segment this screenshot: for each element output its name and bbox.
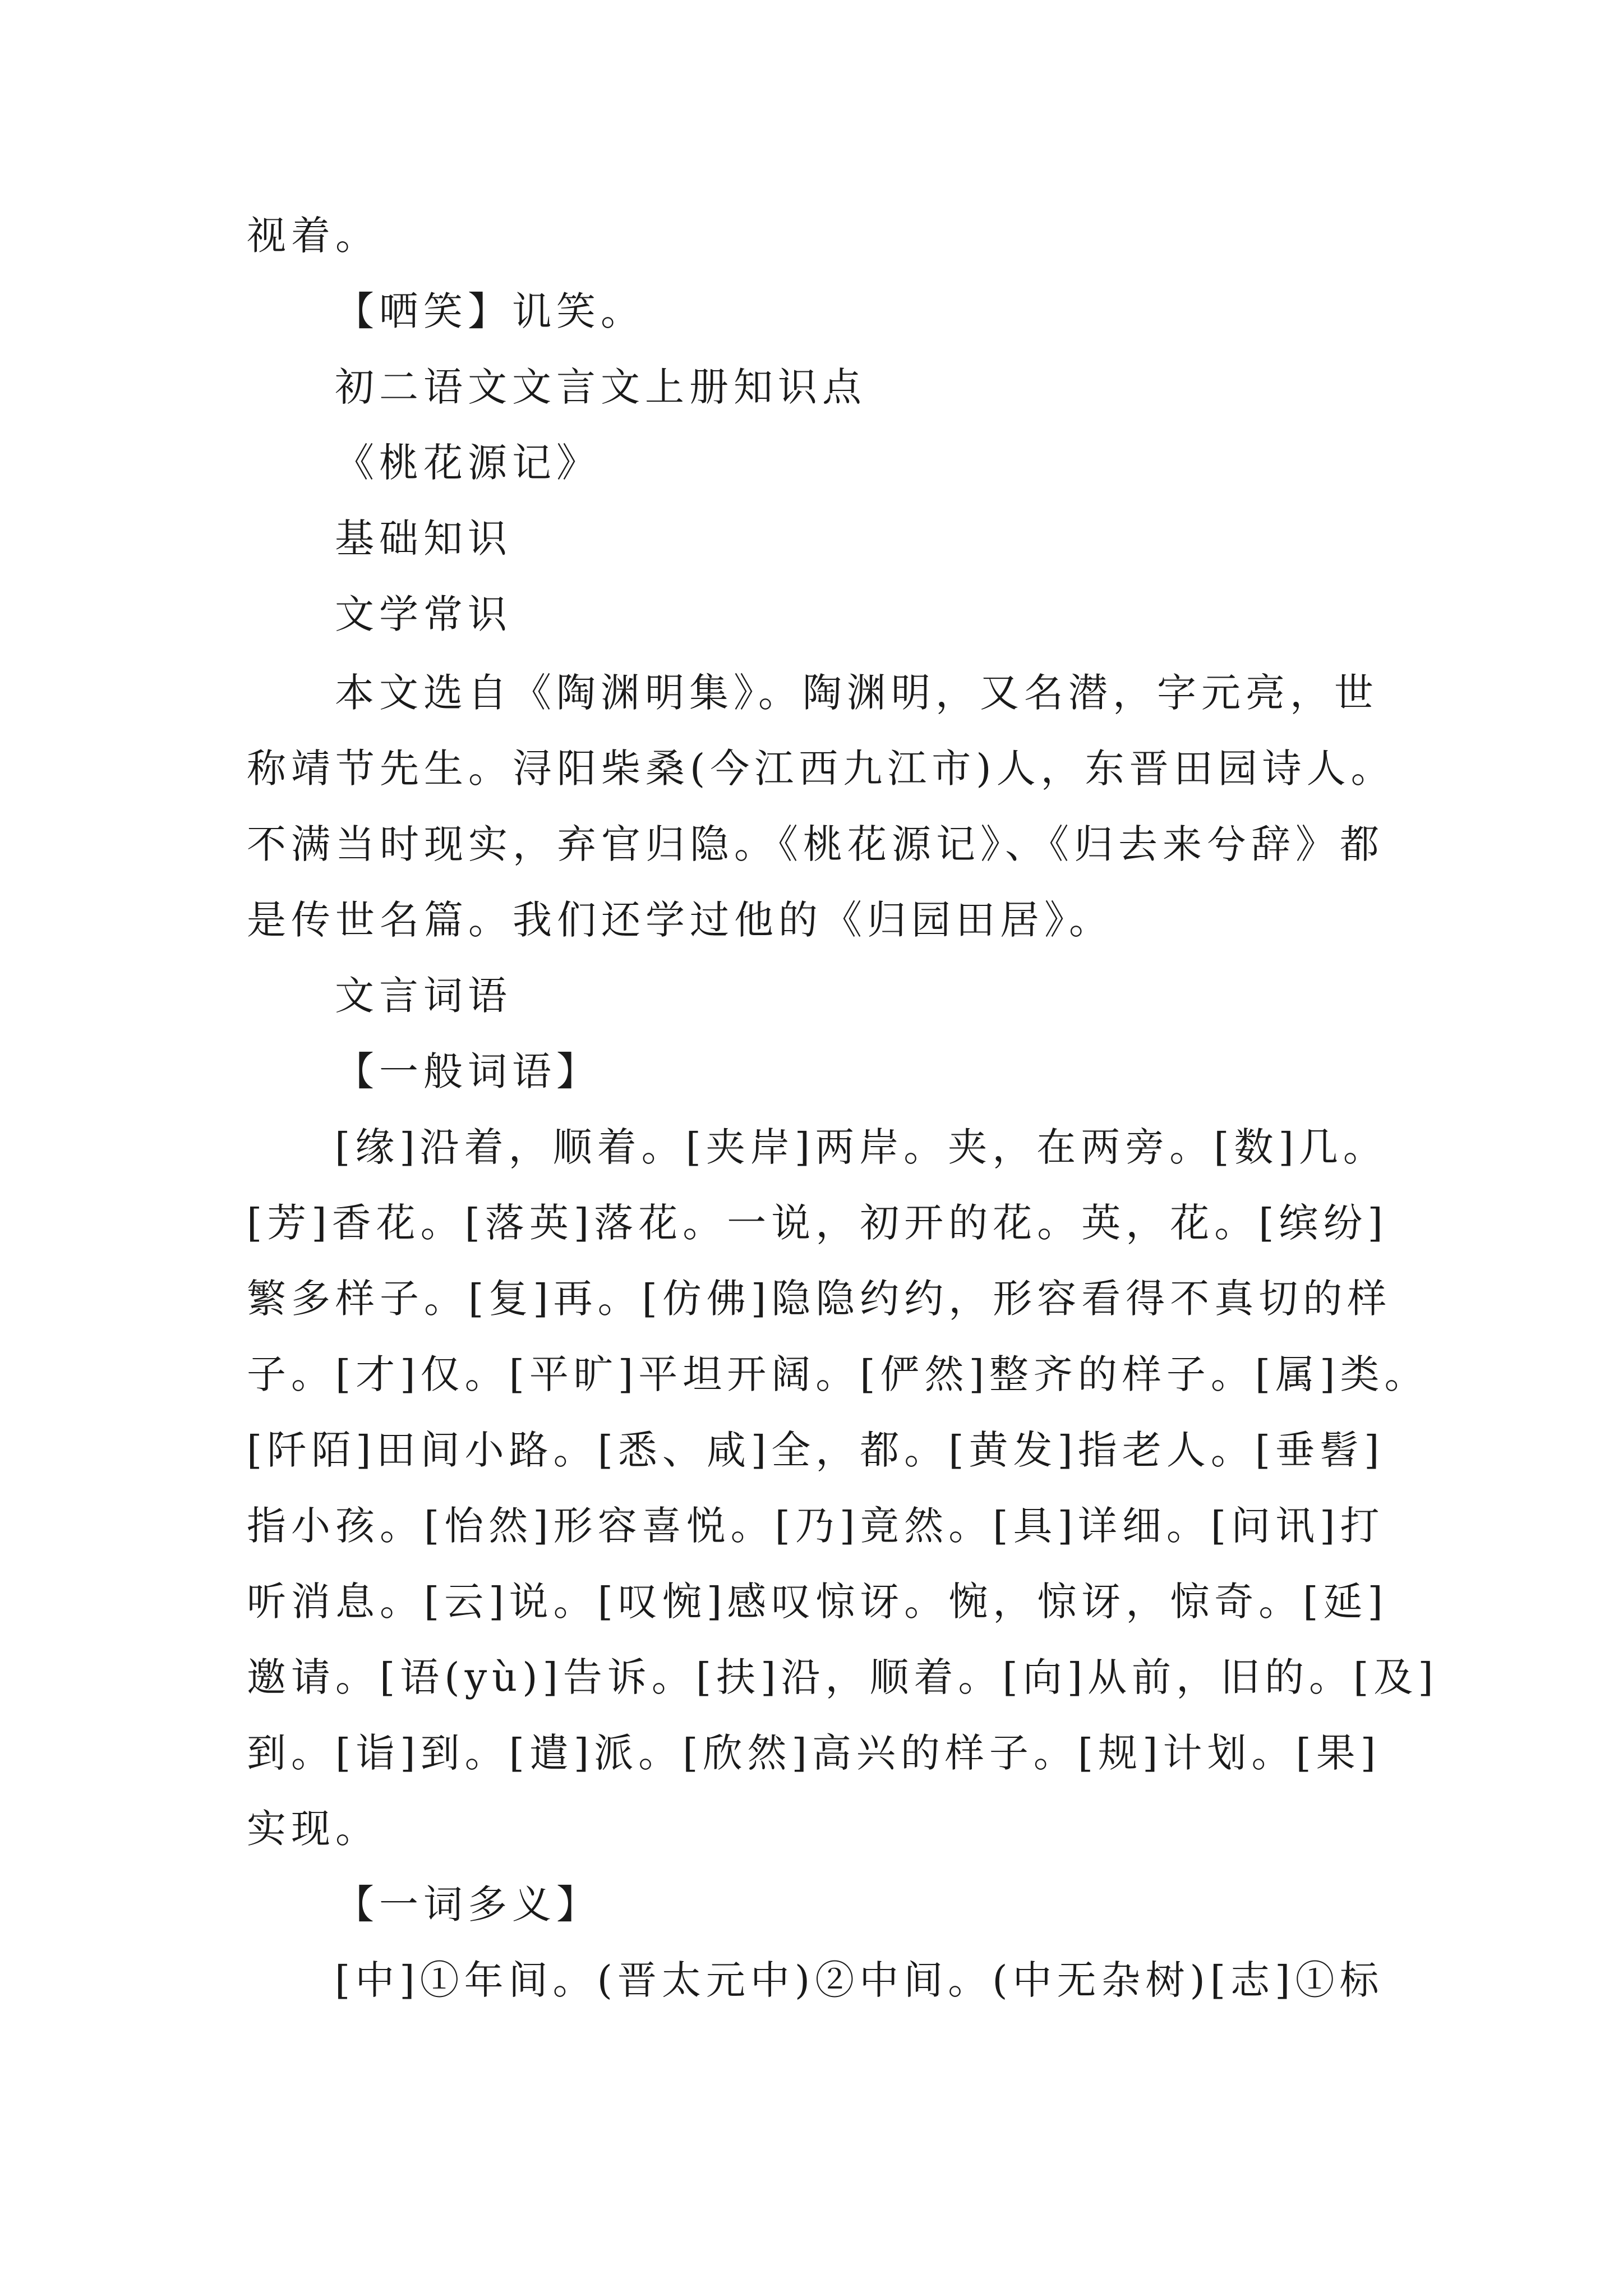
paragraph-line: 是传世名篇。我们还学过他的《归园田居》。 [247, 897, 1113, 943]
paragraph-line: 子。[才]仅。[平旷]平坦开阔。[俨然]整齐的样子。[属]类。 [247, 1351, 1429, 1397]
paragraph-line: 到。[诣]到。[遣]派。[欣然]高兴的样子。[规]计划。[果] [247, 1730, 1381, 1776]
section-heading: 【一般词语】 [335, 1048, 601, 1094]
section-heading: 文学常识 [335, 591, 512, 637]
paragraph-line: [芳]香花。[落英]落花。一说，初开的花。英，花。[缤纷] [247, 1200, 1388, 1246]
paragraph-line: 听消息。[云]说。[叹惋]感叹惊讶。惋，惊讶，惊奇。[延] [247, 1579, 1388, 1625]
paragraph-line: [中]①年间。(晋太元中)②中间。(中无杂树)[志]①标 [335, 1957, 1384, 2003]
paragraph-line: 本文选自《陶渊明集》。陶渊明，又名潜，字元亮，世 [335, 670, 1378, 716]
text-line: 【哂笑】讥笑。 [335, 288, 645, 334]
section-heading: 文言词语 [335, 973, 512, 1019]
section-heading: 《桃花源记》 [335, 440, 601, 486]
text-line: 视着。 [247, 213, 380, 259]
section-heading: 【一词多义】 [335, 1881, 601, 1927]
paragraph-line: 邀请。[语(yù)]告诉。[扶]沿，顺着。[向]从前，旧的。[及] [247, 1654, 1438, 1700]
paragraph-line: [缘]沿着，顺着。[夹岸]两岸。夹，在两旁。[数]几。 [335, 1124, 1387, 1170]
paragraph-line: 实现。 [247, 1806, 380, 1852]
paragraph-line: 不满当时现实，弃官归隐。《桃花源记》、《归去来兮辞》都 [247, 821, 1384, 867]
paragraph-line: 指小孩。[怡然]形容喜悦。[乃]竟然。[具]详细。[问讯]打 [247, 1503, 1385, 1549]
paragraph-line: 称靖节先生。浔阳柴桑(今江西九江市)人，东晋田园诗人。 [247, 746, 1395, 792]
section-heading: 基础知识 [335, 516, 512, 562]
section-heading: 初二语文文言文上册知识点 [335, 364, 866, 410]
paragraph-line: [阡陌]田间小路。[悉、咸]全，都。[黄发]指老人。[垂髫] [247, 1427, 1385, 1473]
paragraph-line: 繁多样子。[复]再。[仿佛]隐隐约约，形容看得不真切的样 [247, 1276, 1392, 1322]
